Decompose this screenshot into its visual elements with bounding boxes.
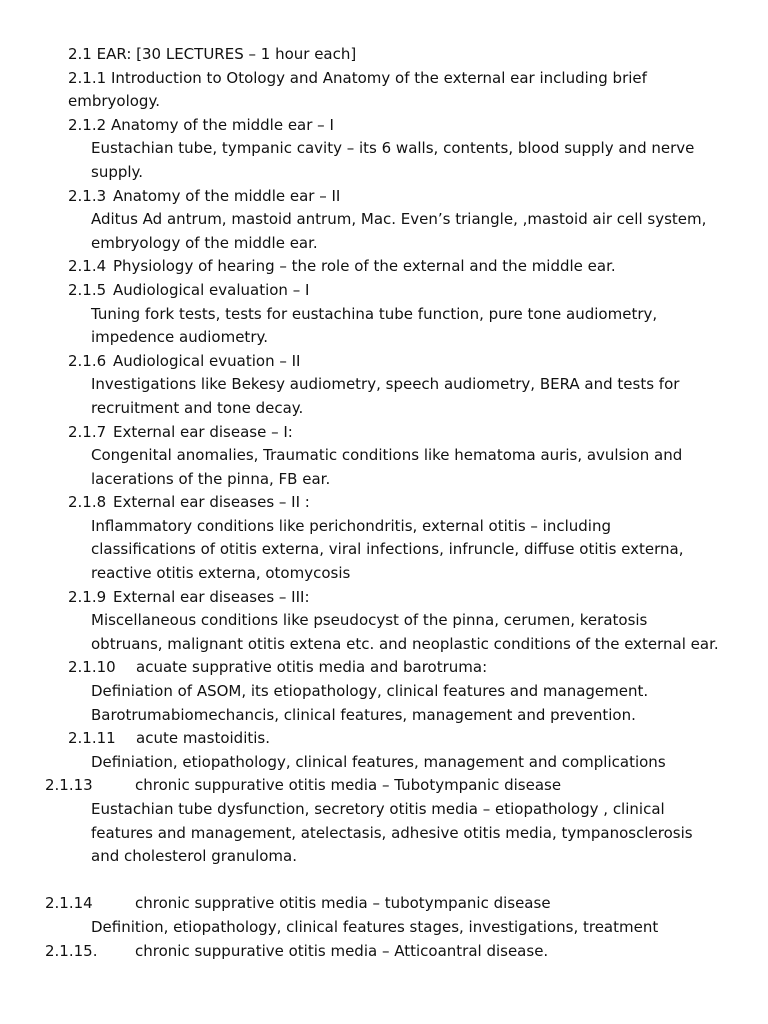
syllabus-document	[0, 43, 768, 963]
item-description-line: impedence audiometry.	[91, 328, 268, 347]
item-number: 2.1.5	[68, 280, 107, 299]
item-number: 2.1.4	[68, 257, 107, 276]
blank-line	[0, 869, 768, 893]
item-2-1-6-title	[0, 350, 768, 374]
item-2-1-10-title	[0, 656, 768, 680]
item-title: Anatomy of the middle ear – II	[113, 186, 341, 205]
item-number: 2.1.11	[68, 729, 116, 748]
item-description-line: and cholesterol granuloma.	[91, 847, 298, 866]
item-number: 2.1.3	[68, 186, 107, 205]
item-2-1-15-title	[0, 940, 768, 964]
item-description-line: Eustachian tube, tympanic cavity – its 6 walls, contents, blood supply and nerve	[91, 139, 695, 158]
item-2-1-13-title	[0, 774, 768, 798]
item-number: 2.1.6	[68, 351, 107, 370]
item-2-1-2-title	[0, 114, 768, 138]
item-title: Physiology of hearing – the role of the external and the middle ear.	[113, 257, 616, 276]
item-description-line: Definition, etiopathology, clinical features stages, investigations, treatment	[91, 917, 659, 936]
item-2-1-8-title	[0, 491, 768, 515]
item-description-line: embryology of the middle ear.	[91, 233, 318, 252]
item-title: External ear disease – I:	[113, 422, 293, 441]
item-title: External ear diseases – II :	[113, 493, 310, 512]
item-description-line: Aditus Ad antrum, mastoid antrum, Mac. Even’s triangle, ,mastoid air cell system,	[91, 210, 707, 229]
item-number: 2.1.1	[68, 68, 107, 87]
item-2-1-9-title	[0, 586, 768, 610]
item-2-1-5-title	[0, 279, 768, 303]
item-title: External ear diseases – III:	[113, 587, 310, 606]
item-description-line: Tuning fork tests, tests for eustachina tube function, pure tone audiometry,	[91, 304, 658, 323]
item-description-line: Miscellaneous conditions like pseudocyst of the pinna, cerumen, keratosis	[91, 611, 648, 630]
item-2-1-4-title	[0, 255, 768, 279]
item-description-line: Definiation, etiopathology, clinical features, management and complications	[91, 752, 666, 771]
item-2-1-11-title	[0, 727, 768, 751]
item-number: 2.1.2	[68, 115, 107, 134]
item-2-1-1-title-cont: embryology.	[68, 92, 160, 111]
item-number: 2.1.9	[68, 587, 107, 606]
item-description-line: Definiation of ASOM, its etiopathology, clinical features and management.	[91, 682, 649, 701]
item-title: Introduction to Otology and Anatomy of the external ear including brief	[110, 68, 647, 87]
item-number: 2.1.10	[68, 658, 116, 677]
section-heading: 2.1 EAR: [30 LECTURES – 1 hour each]	[68, 45, 357, 63]
item-description-line: lacerations of the pinna, FB ear.	[91, 469, 331, 488]
item-title: Anatomy of the middle ear – I	[110, 115, 334, 134]
item-description-line: supply.	[91, 162, 144, 181]
item-number: 2.1.13	[45, 776, 93, 795]
item-title: chronic suppurative otitis media – Tubotympanic disease	[135, 776, 562, 795]
item-2-1-14-title	[0, 892, 768, 916]
item-description-line: Congenital anomalies, Traumatic conditions like hematoma auris, avulsion and	[91, 446, 683, 465]
item-title: acute mastoiditis.	[136, 729, 270, 748]
item-number: 2.1.7	[68, 422, 107, 441]
item-title: acuate supprative otitis media and barotruma:	[136, 658, 488, 677]
item-title: chronic supprative otitis media – tubotympanic disease	[135, 894, 551, 913]
item-description-line: Investigations like Bekesy audiometry, speech audiometry, BERA and tests for	[91, 375, 680, 394]
item-description-line: Eustachian tube dysfunction, secretory otitis media – etiopathology , clinical	[91, 800, 665, 818]
item-number: 2.1.15.	[45, 941, 98, 960]
item-description-line: classifications of otitis externa, viral infections, infruncle, diffuse otitis externa,	[91, 540, 684, 559]
item-title: Audiological evaluation – I	[113, 280, 310, 299]
item-number: 2.1.8	[68, 493, 107, 512]
item-2-1-3-title	[0, 185, 768, 209]
item-number: 2.1.14	[45, 894, 93, 913]
item-description-line: Inflammatory conditions like perichondritis, external otitis – including	[91, 516, 611, 535]
item-description-line: reactive otitis externa, otomycosis	[91, 564, 351, 583]
item-2-1-1-title	[0, 67, 768, 91]
item-title: chronic suppurative otitis media – Atticoantral disease.	[135, 941, 549, 960]
item-title: Audiological evuation – II	[113, 351, 301, 370]
item-description-line: Barotrumabiomechancis, clinical features, management and prevention.	[91, 705, 636, 724]
item-description-line: obtruans, malignant otitis extena etc. and neoplastic conditions of the external ear.	[91, 634, 719, 653]
item-description-line: recruitment and tone decay.	[91, 398, 304, 417]
item-2-1-7-title	[0, 421, 768, 445]
item-description-line: features and management, atelectasis, adhesive otitis media, tympanosclerosis	[91, 823, 693, 842]
